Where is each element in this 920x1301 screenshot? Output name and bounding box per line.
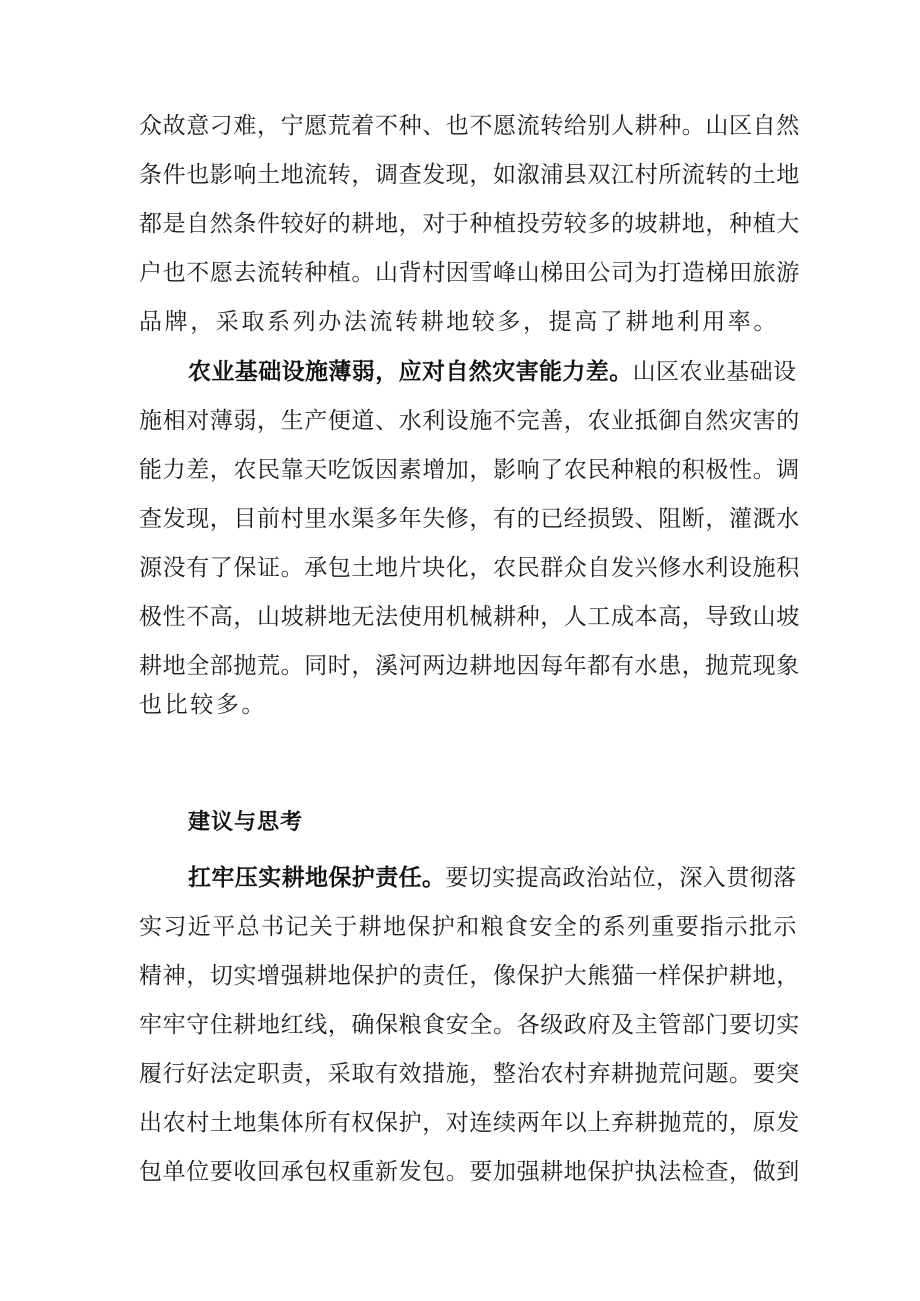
paragraph-first-line [188, 352, 799, 392]
paragraph-line: 众故意刁难，宁愿荒着不种、也不愿流转给别人耕种。山区自然 [139, 113, 800, 139]
paragraph-line: 施相对薄弱，生产便道、水利设施不完善，农业抵御自然灾害的 [139, 408, 800, 434]
paragraph-lead-text: 扛牢压实耕地保护责任。 [188, 865, 446, 891]
paragraph-line: 能力差，农民靠天吃饭因素增加，影响了农民种粮的积极性。调 [139, 457, 800, 483]
paragraph-line: 条件也影响土地流转，调查发现，如溆浦县双江村所流转的土地 [139, 162, 800, 188]
paragraph-line: 出农村土地集体所有权保护，对连续两年以上弃耕抛荒的，原发 [139, 1110, 800, 1136]
paragraph-line: 品牌，采取系列办法流转耕地较多，提高了耕地利用率。 [139, 309, 779, 335]
paragraph-line: 履行好法定职责，采取有效措施，整治农村弃耕抛荒问题。要突 [139, 1061, 800, 1087]
paragraph-line: 都是自然条件较好的耕地，对于种植投劳较多的坡耕地，种植大 [139, 211, 800, 237]
paragraph-line: 源没有了保证。承包土地片块化，农民群众自发兴修水利设施积 [139, 555, 800, 581]
paragraph-first-line [188, 858, 799, 898]
paragraph-line: 查发现，目前村里水渠多年失修，有的已经损毁、阻断，灌溉水 [139, 506, 800, 532]
paragraph-line: 户也不愿去流转种植。山背村因雪峰山梯田公司为打造梯田旅游 [139, 260, 800, 286]
paragraph-line: 实习近平总书记关于耕地保护和粮食安全的系列重要指示批示 [139, 914, 798, 940]
paragraph-line: 极性不高，山坡耕地无法使用机械耕种，人工成本高，导致山坡 [139, 604, 800, 630]
paragraph-lead-text: 农业基础设施薄弱，应对自然灾害能力差。 [188, 359, 633, 385]
paragraph-text: 山区农业基础设 [632, 359, 797, 385]
paragraph-line: 精神，切实增强耕地保护的责任，像保护大熊猫一样保护耕地， [139, 963, 800, 989]
paragraph-line: 包单位要收回承包权重新发包。要加强耕地保护执法检查，做到 [139, 1159, 800, 1185]
section-heading: 建议与思考 [188, 810, 304, 835]
paragraph-line: 耕地全部抛荒。同时，溪河两边耕地因每年都有水患，抛荒现象 [139, 653, 800, 679]
paragraph-line: 也比较多。 [139, 692, 267, 718]
paragraph-text: 要切实提高政治站位，深入贯彻落 [445, 865, 797, 891]
paragraph-line: 牢牢守住耕地红线，确保粮食安全。各级政府及主管部门要切实 [139, 1012, 800, 1038]
